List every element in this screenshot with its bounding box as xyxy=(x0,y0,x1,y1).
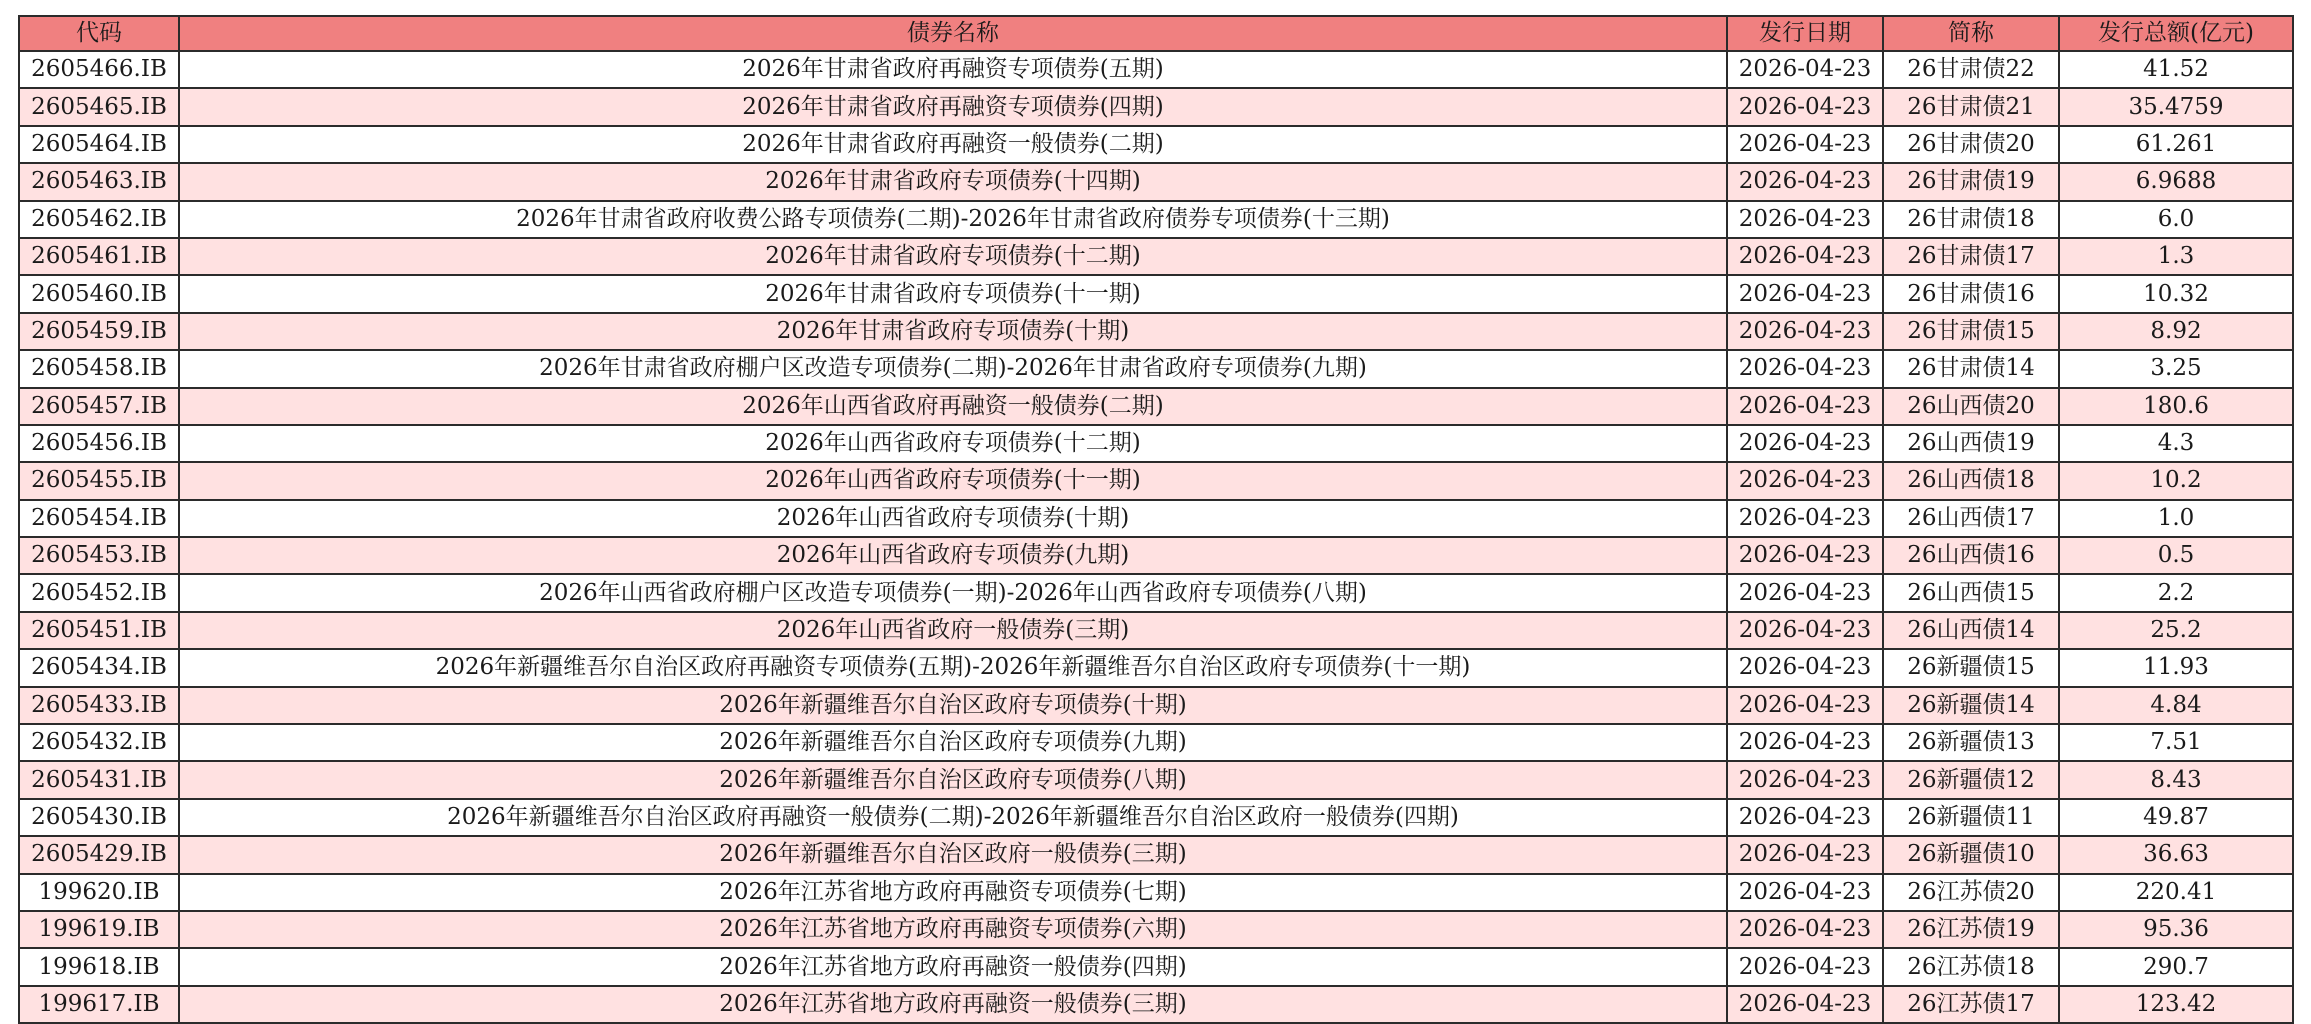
header-issue-amount: 发行总额(亿元) xyxy=(2059,16,2293,51)
issue-date-cell: 2026-04-23 xyxy=(1727,51,1883,88)
bond-name-cell: 2026年新疆维吾尔自治区政府一般债券(三期) xyxy=(179,836,1727,873)
short-name-cell: 26山西债18 xyxy=(1883,462,2059,499)
bond-name-cell: 2026年甘肃省政府再融资一般债券(二期) xyxy=(179,126,1727,163)
issue-amount-cell: 220.41 xyxy=(2059,874,2293,911)
table-row xyxy=(19,313,2293,350)
bond-code-cell: 2605453.IB xyxy=(19,537,179,574)
bond-name-cell: 2026年山西省政府再融资一般债券(二期) xyxy=(179,388,1727,425)
short-name-cell: 26甘肃债17 xyxy=(1883,238,2059,275)
issue-date-cell: 2026-04-23 xyxy=(1727,911,1883,948)
short-name-cell: 26山西债19 xyxy=(1883,425,2059,462)
issue-amount-cell: 35.4759 xyxy=(2059,88,2293,125)
bond-code-cell: 2605434.IB xyxy=(19,649,179,686)
table-row xyxy=(19,425,2293,462)
issue-date-cell: 2026-04-23 xyxy=(1727,687,1883,724)
bond-name-cell: 2026年江苏省地方政府再融资专项债券(七期) xyxy=(179,874,1727,911)
bond-name-cell: 2026年江苏省地方政府再融资专项债券(六期) xyxy=(179,911,1727,948)
issue-date-cell: 2026-04-23 xyxy=(1727,163,1883,200)
bond-name-cell: 2026年新疆维吾尔自治区政府专项债券(八期) xyxy=(179,761,1727,798)
bond-name-cell: 2026年山西省政府专项债券(十二期) xyxy=(179,425,1727,462)
short-name-cell: 26江苏债19 xyxy=(1883,911,2059,948)
issue-amount-cell: 3.25 xyxy=(2059,350,2293,387)
bond-code-cell: 2605460.IB xyxy=(19,275,179,312)
bond-name-cell: 2026年新疆维吾尔自治区政府专项债券(十期) xyxy=(179,687,1727,724)
bond-code-cell: 2605462.IB xyxy=(19,201,179,238)
table-row xyxy=(19,275,2293,312)
issue-date-cell: 2026-04-23 xyxy=(1727,836,1883,873)
bond-issuance-table xyxy=(18,15,2294,1024)
issue-amount-cell: 180.6 xyxy=(2059,388,2293,425)
short-name-cell: 26甘肃债19 xyxy=(1883,163,2059,200)
table-header xyxy=(19,16,2293,51)
issue-date-cell: 2026-04-23 xyxy=(1727,88,1883,125)
table-row xyxy=(19,986,2293,1023)
issue-amount-cell: 4.3 xyxy=(2059,425,2293,462)
short-name-cell: 26甘肃债18 xyxy=(1883,201,2059,238)
table-row xyxy=(19,537,2293,574)
bond-name-cell: 2026年甘肃省政府专项债券(十四期) xyxy=(179,163,1727,200)
bond-code-cell: 2605454.IB xyxy=(19,500,179,537)
short-name-cell: 26新疆债15 xyxy=(1883,649,2059,686)
bond-name-cell: 2026年江苏省地方政府再融资一般债券(四期) xyxy=(179,948,1727,985)
issue-amount-cell: 1.0 xyxy=(2059,500,2293,537)
bond-name-cell: 2026年甘肃省政府再融资专项债券(四期) xyxy=(179,88,1727,125)
issue-date-cell: 2026-04-23 xyxy=(1727,425,1883,462)
issue-date-cell: 2026-04-23 xyxy=(1727,462,1883,499)
bond-code-cell: 2605455.IB xyxy=(19,462,179,499)
bond-name-cell: 2026年山西省政府专项债券(九期) xyxy=(179,537,1727,574)
issue-date-cell: 2026-04-23 xyxy=(1727,649,1883,686)
short-name-cell: 26江苏债20 xyxy=(1883,874,2059,911)
bond-name-cell: 2026年山西省政府一般债券(三期) xyxy=(179,612,1727,649)
issue-date-cell: 2026-04-23 xyxy=(1727,238,1883,275)
bond-code-cell: 2605458.IB xyxy=(19,350,179,387)
bond-name-cell: 2026年山西省政府专项债券(十期) xyxy=(179,500,1727,537)
table-row xyxy=(19,163,2293,200)
table-row xyxy=(19,201,2293,238)
issue-amount-cell: 4.84 xyxy=(2059,687,2293,724)
short-name-cell: 26甘肃债21 xyxy=(1883,88,2059,125)
bond-code-cell: 2605431.IB xyxy=(19,761,179,798)
table-row xyxy=(19,126,2293,163)
issue-date-cell: 2026-04-23 xyxy=(1727,500,1883,537)
issue-amount-cell: 49.87 xyxy=(2059,799,2293,836)
bond-name-cell: 2026年山西省政府专项债券(十一期) xyxy=(179,462,1727,499)
bond-code-cell: 2605430.IB xyxy=(19,799,179,836)
short-name-cell: 26山西债14 xyxy=(1883,612,2059,649)
bond-code-cell: 2605433.IB xyxy=(19,687,179,724)
issue-amount-cell: 36.63 xyxy=(2059,836,2293,873)
short-name-cell: 26甘肃债20 xyxy=(1883,126,2059,163)
issue-date-cell: 2026-04-23 xyxy=(1727,799,1883,836)
bond-code-cell: 2605463.IB xyxy=(19,163,179,200)
bond-name-cell: 2026年甘肃省政府收费公路专项债券(二期)-2026年甘肃省政府债券专项债券(十三期) xyxy=(179,201,1727,238)
issue-amount-cell: 6.0 xyxy=(2059,201,2293,238)
table-row xyxy=(19,948,2293,985)
bond-code-cell: 2605451.IB xyxy=(19,612,179,649)
short-name-cell: 26甘肃债14 xyxy=(1883,350,2059,387)
issue-amount-cell: 61.261 xyxy=(2059,126,2293,163)
bond-name-cell: 2026年新疆维吾尔自治区政府再融资一般债券(二期)-2026年新疆维吾尔自治区政府一般债券(四期) xyxy=(179,799,1727,836)
short-name-cell: 26江苏债18 xyxy=(1883,948,2059,985)
bond-code-cell: 2605459.IB xyxy=(19,313,179,350)
bond-name-cell: 2026年甘肃省政府棚户区改造专项债券(二期)-2026年甘肃省政府专项债券(九期) xyxy=(179,350,1727,387)
issue-date-cell: 2026-04-23 xyxy=(1727,275,1883,312)
issue-date-cell: 2026-04-23 xyxy=(1727,201,1883,238)
bond-name-cell: 2026年山西省政府棚户区改造专项债券(一期)-2026年山西省政府专项债券(八期) xyxy=(179,574,1727,611)
bond-code-cell: 2605461.IB xyxy=(19,238,179,275)
table-row xyxy=(19,874,2293,911)
bond-code-cell: 2605429.IB xyxy=(19,836,179,873)
table-row xyxy=(19,462,2293,499)
short-name-cell: 26新疆债14 xyxy=(1883,687,2059,724)
issue-date-cell: 2026-04-23 xyxy=(1727,313,1883,350)
issue-date-cell: 2026-04-23 xyxy=(1727,986,1883,1023)
table-row xyxy=(19,911,2293,948)
table-row xyxy=(19,388,2293,425)
header-issue-date: 发行日期 xyxy=(1727,16,1883,51)
table-row xyxy=(19,238,2293,275)
table-row xyxy=(19,836,2293,873)
issue-amount-cell: 2.2 xyxy=(2059,574,2293,611)
bond-code-cell: 199619.IB xyxy=(19,911,179,948)
bond-code-cell: 2605457.IB xyxy=(19,388,179,425)
issue-amount-cell: 8.92 xyxy=(2059,313,2293,350)
issue-amount-cell: 290.7 xyxy=(2059,948,2293,985)
bond-name-cell: 2026年甘肃省政府专项债券(十二期) xyxy=(179,238,1727,275)
table-row xyxy=(19,761,2293,798)
header-bond-name: 债券名称 xyxy=(179,16,1727,51)
issue-date-cell: 2026-04-23 xyxy=(1727,537,1883,574)
table-row xyxy=(19,724,2293,761)
bond-code-cell: 2605466.IB xyxy=(19,51,179,88)
issue-date-cell: 2026-04-23 xyxy=(1727,350,1883,387)
issue-date-cell: 2026-04-23 xyxy=(1727,874,1883,911)
bond-name-cell: 2026年甘肃省政府再融资专项债券(五期) xyxy=(179,51,1727,88)
issue-amount-cell: 41.52 xyxy=(2059,51,2293,88)
issue-amount-cell: 10.2 xyxy=(2059,462,2293,499)
short-name-cell: 26山西债20 xyxy=(1883,388,2059,425)
table-row xyxy=(19,350,2293,387)
issue-amount-cell: 1.3 xyxy=(2059,238,2293,275)
issue-date-cell: 2026-04-23 xyxy=(1727,724,1883,761)
bond-name-cell: 2026年新疆维吾尔自治区政府再融资专项债券(五期)-2026年新疆维吾尔自治区政府专项债券(十一期) xyxy=(179,649,1727,686)
bond-code-cell: 199618.IB xyxy=(19,948,179,985)
bond-issuance-table-container xyxy=(18,15,2292,1024)
issue-date-cell: 2026-04-23 xyxy=(1727,948,1883,985)
header-code: 代码 xyxy=(19,16,179,51)
short-name-cell: 26山西债16 xyxy=(1883,537,2059,574)
bond-code-cell: 199620.IB xyxy=(19,874,179,911)
issue-date-cell: 2026-04-23 xyxy=(1727,388,1883,425)
table-row xyxy=(19,51,2293,88)
issue-amount-cell: 11.93 xyxy=(2059,649,2293,686)
bond-code-cell: 2605452.IB xyxy=(19,574,179,611)
table-row xyxy=(19,687,2293,724)
short-name-cell: 26山西债17 xyxy=(1883,500,2059,537)
table-row xyxy=(19,612,2293,649)
short-name-cell: 26新疆债11 xyxy=(1883,799,2059,836)
issue-amount-cell: 25.2 xyxy=(2059,612,2293,649)
issue-amount-cell: 10.32 xyxy=(2059,275,2293,312)
table-row xyxy=(19,88,2293,125)
short-name-cell: 26甘肃债15 xyxy=(1883,313,2059,350)
short-name-cell: 26新疆债13 xyxy=(1883,724,2059,761)
short-name-cell: 26新疆债12 xyxy=(1883,761,2059,798)
issue-amount-cell: 95.36 xyxy=(2059,911,2293,948)
short-name-cell: 26山西债15 xyxy=(1883,574,2059,611)
bond-code-cell: 2605456.IB xyxy=(19,425,179,462)
bond-code-cell: 2605465.IB xyxy=(19,88,179,125)
short-name-cell: 26甘肃债16 xyxy=(1883,275,2059,312)
issue-date-cell: 2026-04-23 xyxy=(1727,126,1883,163)
issue-date-cell: 2026-04-23 xyxy=(1727,612,1883,649)
table-body xyxy=(19,51,2293,1023)
issue-amount-cell: 0.5 xyxy=(2059,537,2293,574)
table-row xyxy=(19,574,2293,611)
short-name-cell: 26新疆债10 xyxy=(1883,836,2059,873)
issue-amount-cell: 123.42 xyxy=(2059,986,2293,1023)
bond-name-cell: 2026年新疆维吾尔自治区政府专项债券(九期) xyxy=(179,724,1727,761)
bond-name-cell: 2026年甘肃省政府专项债券(十期) xyxy=(179,313,1727,350)
short-name-cell: 26江苏债17 xyxy=(1883,986,2059,1023)
issue-amount-cell: 7.51 xyxy=(2059,724,2293,761)
table-row xyxy=(19,649,2293,686)
issue-amount-cell: 8.43 xyxy=(2059,761,2293,798)
short-name-cell: 26甘肃债22 xyxy=(1883,51,2059,88)
bond-name-cell: 2026年江苏省地方政府再融资一般债券(三期) xyxy=(179,986,1727,1023)
bond-name-cell: 2026年甘肃省政府专项债券(十一期) xyxy=(179,275,1727,312)
issue-date-cell: 2026-04-23 xyxy=(1727,761,1883,798)
header-short-name: 简称 xyxy=(1883,16,2059,51)
bond-code-cell: 2605464.IB xyxy=(19,126,179,163)
table-row xyxy=(19,799,2293,836)
bond-code-cell: 199617.IB xyxy=(19,986,179,1023)
bond-code-cell: 2605432.IB xyxy=(19,724,179,761)
issue-amount-cell: 6.9688 xyxy=(2059,163,2293,200)
issue-date-cell: 2026-04-23 xyxy=(1727,574,1883,611)
header-row xyxy=(19,16,2293,51)
table-row xyxy=(19,500,2293,537)
